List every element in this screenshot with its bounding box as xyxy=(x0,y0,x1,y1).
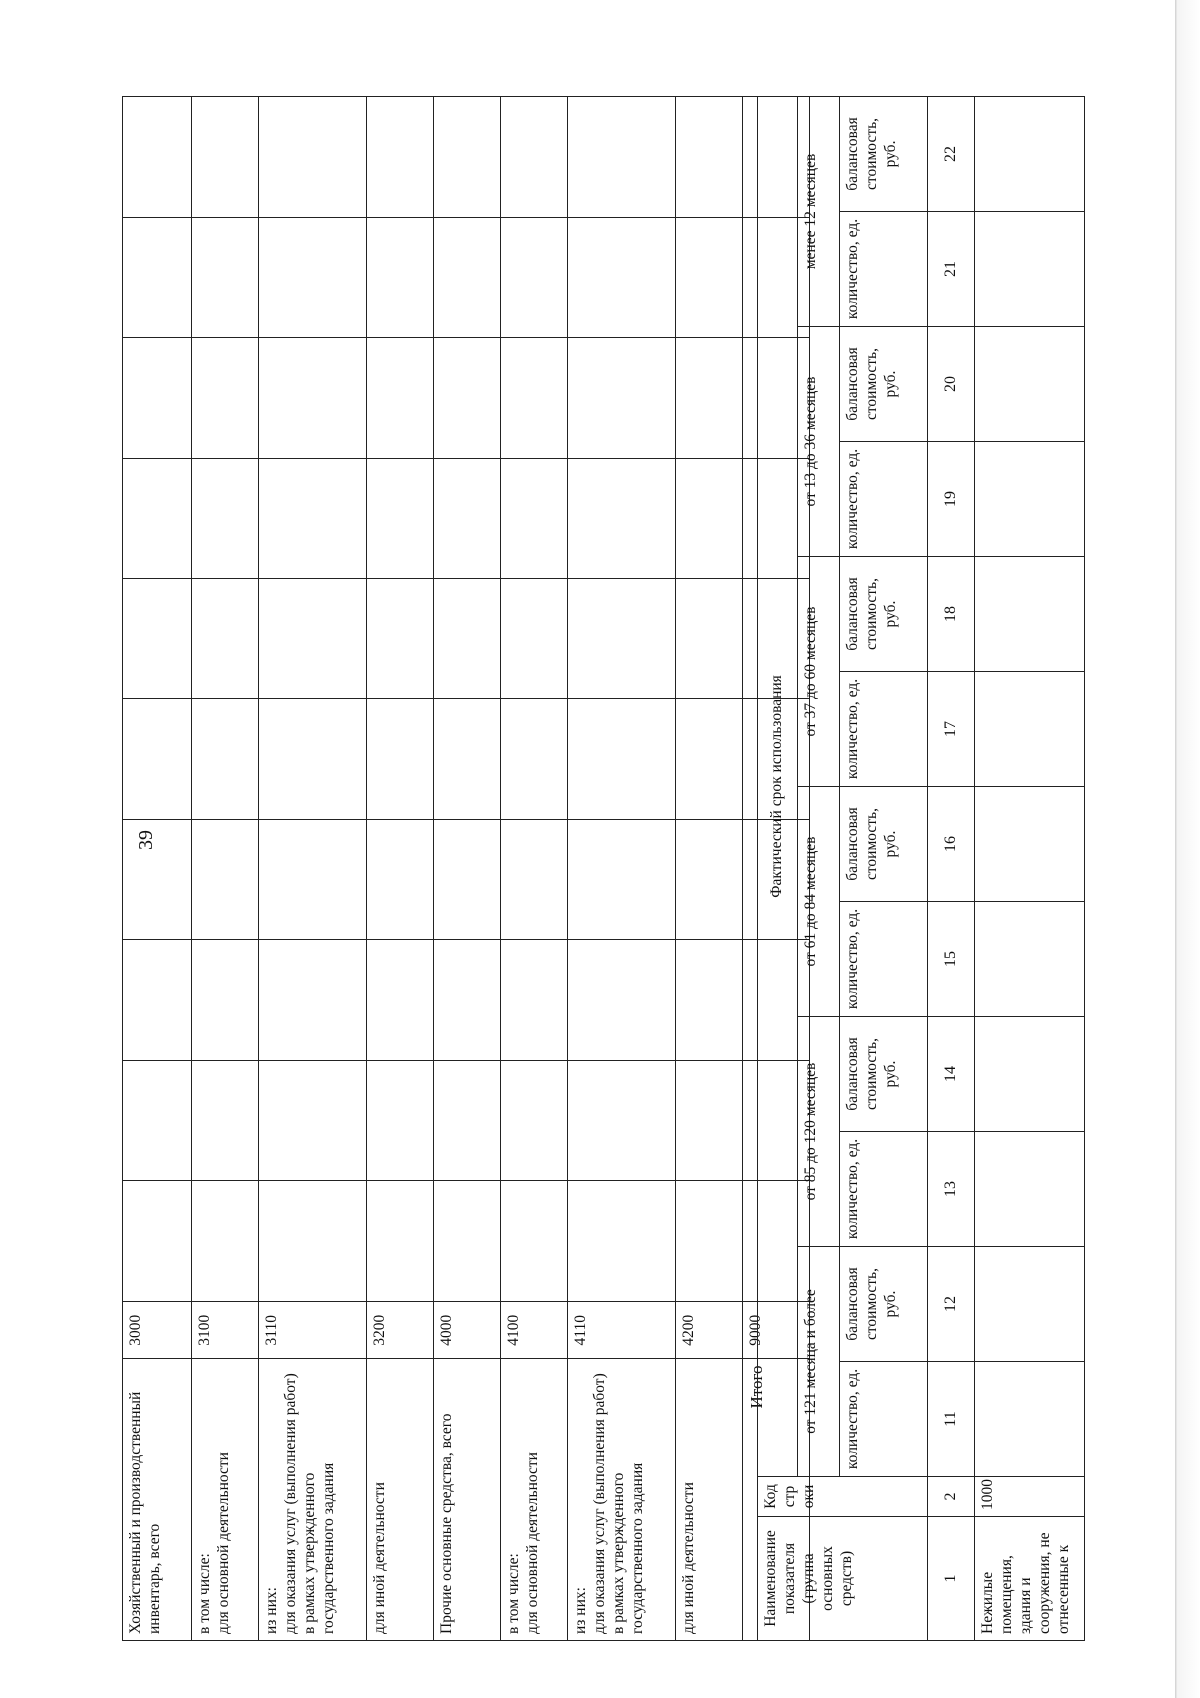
row-code: 3000 xyxy=(123,1301,192,1359)
cell xyxy=(676,458,743,578)
cell xyxy=(123,940,192,1060)
cell xyxy=(123,819,192,939)
column-number-row xyxy=(928,96,975,1640)
table-row xyxy=(501,97,568,1641)
cost-header: балансовая стоимость, руб. xyxy=(840,787,928,902)
row-name: для иной деятельности xyxy=(367,1359,434,1641)
cell xyxy=(434,338,501,458)
cell xyxy=(568,1060,676,1180)
table-row xyxy=(259,97,367,1641)
cell xyxy=(367,458,434,578)
row-code: 9000 xyxy=(743,1301,810,1359)
cell xyxy=(259,338,367,458)
cell xyxy=(434,579,501,699)
row-code: 4000 xyxy=(434,1301,501,1359)
cell xyxy=(501,579,568,699)
cell xyxy=(367,819,434,939)
cell xyxy=(123,458,192,578)
cell xyxy=(975,787,1085,902)
cell xyxy=(434,1060,501,1180)
cell xyxy=(568,97,676,218)
page-number-text: 39 xyxy=(135,830,157,850)
cost-header: балансовая стоимость, руб. xyxy=(840,327,928,442)
cost-header: балансовая стоимость, руб. xyxy=(840,96,928,211)
row-name: для иной деятельности xyxy=(676,1359,743,1641)
table-row xyxy=(975,96,1085,1640)
cell xyxy=(367,217,434,337)
qty-header: количество, ед. xyxy=(840,902,928,1017)
header-code: Код строки xyxy=(758,1477,928,1517)
qty-header: количество, ед. xyxy=(840,672,928,787)
row-name: из них: для оказания услуг (выполнения работ) в рамках утвержденного государственного задания xyxy=(259,1359,367,1641)
cell xyxy=(676,97,743,218)
row-name: в том числе: для основной деятельности xyxy=(192,1359,259,1641)
cell xyxy=(975,1247,1085,1362)
table-row xyxy=(367,97,434,1641)
period-label: менее 12 месяцев xyxy=(798,96,840,326)
cell xyxy=(501,97,568,218)
cell xyxy=(367,579,434,699)
cell xyxy=(975,672,1085,787)
cell xyxy=(975,327,1085,442)
cell xyxy=(975,1017,1085,1132)
cell xyxy=(501,217,568,337)
cell xyxy=(367,1060,434,1180)
cell xyxy=(367,1181,434,1301)
row-code: 3100 xyxy=(192,1301,259,1359)
cell xyxy=(192,1181,259,1301)
row-code: 4200 xyxy=(676,1301,743,1359)
cell xyxy=(192,458,259,578)
col-number: 16 xyxy=(928,787,975,902)
cell xyxy=(434,1181,501,1301)
col-number: 22 xyxy=(928,96,975,211)
col-number: 19 xyxy=(928,442,975,557)
col-number: 14 xyxy=(928,1017,975,1132)
qty-header: количество, ед. xyxy=(840,442,928,557)
row-code: 3200 xyxy=(367,1301,434,1359)
table-row xyxy=(192,97,259,1641)
cell xyxy=(501,819,568,939)
header-name: Наименование показателя (группа основных средств) xyxy=(758,1517,928,1641)
usage-period-table xyxy=(757,96,1085,1641)
cell xyxy=(676,699,743,819)
cell xyxy=(501,940,568,1060)
cell xyxy=(434,97,501,218)
cell xyxy=(123,338,192,458)
cell xyxy=(568,579,676,699)
cell xyxy=(192,338,259,458)
cell xyxy=(676,579,743,699)
table-row xyxy=(434,97,501,1641)
cell xyxy=(367,699,434,819)
col-number: 21 xyxy=(928,212,975,327)
col-number: 15 xyxy=(928,902,975,1017)
col-number: 11 xyxy=(928,1362,975,1477)
row-code: 1000 xyxy=(975,1477,1085,1517)
cost-header: балансовая стоимость, руб. xyxy=(840,1017,928,1132)
cell xyxy=(975,96,1085,211)
cost-header: балансовая стоимость, руб. xyxy=(840,1247,928,1362)
cell xyxy=(676,1060,743,1180)
cell xyxy=(259,699,367,819)
cell xyxy=(192,940,259,1060)
period-row xyxy=(798,96,840,1640)
cell xyxy=(501,1181,568,1301)
cell xyxy=(259,217,367,337)
cell xyxy=(975,1132,1085,1247)
table-row xyxy=(568,97,676,1641)
cell xyxy=(367,97,434,218)
cell xyxy=(975,902,1085,1017)
total-label: Итого xyxy=(743,1359,810,1641)
cell xyxy=(501,458,568,578)
cell xyxy=(123,1060,192,1180)
row-code: 3110 xyxy=(259,1301,367,1359)
col-number: 20 xyxy=(928,327,975,442)
col-number: 18 xyxy=(928,557,975,672)
cell xyxy=(192,699,259,819)
row-name: в том числе: для основной деятельности xyxy=(501,1359,568,1641)
cell xyxy=(975,212,1085,327)
cell xyxy=(434,699,501,819)
row-code: 4110 xyxy=(568,1301,676,1359)
qty-header: количество, ед. xyxy=(840,1132,928,1247)
cell xyxy=(676,819,743,939)
row-name: из них: для оказания услуг (выполнения работ) в рамках утвержденного государственного задания xyxy=(568,1359,676,1641)
cell xyxy=(259,458,367,578)
qty-header: количество, ед. xyxy=(840,1362,928,1477)
period-label: от 13 до 36 месяцев xyxy=(798,327,840,557)
period-label: от 37 до 60 месяцев xyxy=(798,557,840,787)
header-row xyxy=(758,96,798,1640)
subheader-row xyxy=(840,96,928,1640)
cell xyxy=(676,338,743,458)
col-number: 13 xyxy=(928,1132,975,1247)
cell xyxy=(434,217,501,337)
cell xyxy=(259,1060,367,1180)
qty-header: количество, ед. xyxy=(840,212,928,327)
period-label: от 121 месяца и более xyxy=(798,1247,840,1477)
cell xyxy=(434,458,501,578)
cell xyxy=(367,940,434,1060)
cell xyxy=(434,819,501,939)
cell xyxy=(501,699,568,819)
rotated-sheet xyxy=(122,96,1182,1641)
table-row xyxy=(123,97,192,1641)
cell xyxy=(568,940,676,1060)
row-name: Хозяйственный и производственный инвентарь, всего xyxy=(123,1359,192,1641)
col-number: 17 xyxy=(928,672,975,787)
row-name: Нежилые помещения, здания и сооружения, не отнесенные к xyxy=(975,1517,1085,1641)
table-row xyxy=(676,97,743,1641)
cell xyxy=(568,458,676,578)
cell xyxy=(123,97,192,218)
cell xyxy=(123,699,192,819)
period-label: от 85 до 120 месяцев xyxy=(798,1017,840,1247)
cell xyxy=(501,338,568,458)
cell xyxy=(192,579,259,699)
cell xyxy=(434,940,501,1060)
cell xyxy=(259,1181,367,1301)
cell xyxy=(123,217,192,337)
cell xyxy=(123,1181,192,1301)
cell xyxy=(192,97,259,218)
col-number: 1 xyxy=(928,1517,975,1641)
period-label: от 61 до 84 месяцев xyxy=(798,787,840,1017)
cell xyxy=(568,1181,676,1301)
cell xyxy=(676,940,743,1060)
cell xyxy=(568,338,676,458)
cell xyxy=(501,1060,568,1180)
cell xyxy=(568,217,676,337)
cell xyxy=(259,97,367,218)
cell xyxy=(975,442,1085,557)
fixed-assets-continuation-table xyxy=(122,96,810,1641)
col-number: 12 xyxy=(928,1247,975,1362)
row-name: Прочие основные средства, всего xyxy=(434,1359,501,1641)
cell xyxy=(192,217,259,337)
cell xyxy=(676,1181,743,1301)
header-usage-period: Фактический срок использования xyxy=(758,96,798,1476)
cell xyxy=(259,819,367,939)
cost-header: балансовая стоимость, руб. xyxy=(840,557,928,672)
cell xyxy=(568,699,676,819)
cell xyxy=(259,579,367,699)
cell xyxy=(975,557,1085,672)
cell xyxy=(367,338,434,458)
cell xyxy=(123,579,192,699)
cell xyxy=(975,1362,1085,1477)
row-code: 4100 xyxy=(501,1301,568,1359)
cell xyxy=(192,1060,259,1180)
cell xyxy=(676,217,743,337)
cell xyxy=(259,940,367,1060)
col-number: 2 xyxy=(928,1477,975,1517)
cell xyxy=(192,819,259,939)
cell xyxy=(568,819,676,939)
